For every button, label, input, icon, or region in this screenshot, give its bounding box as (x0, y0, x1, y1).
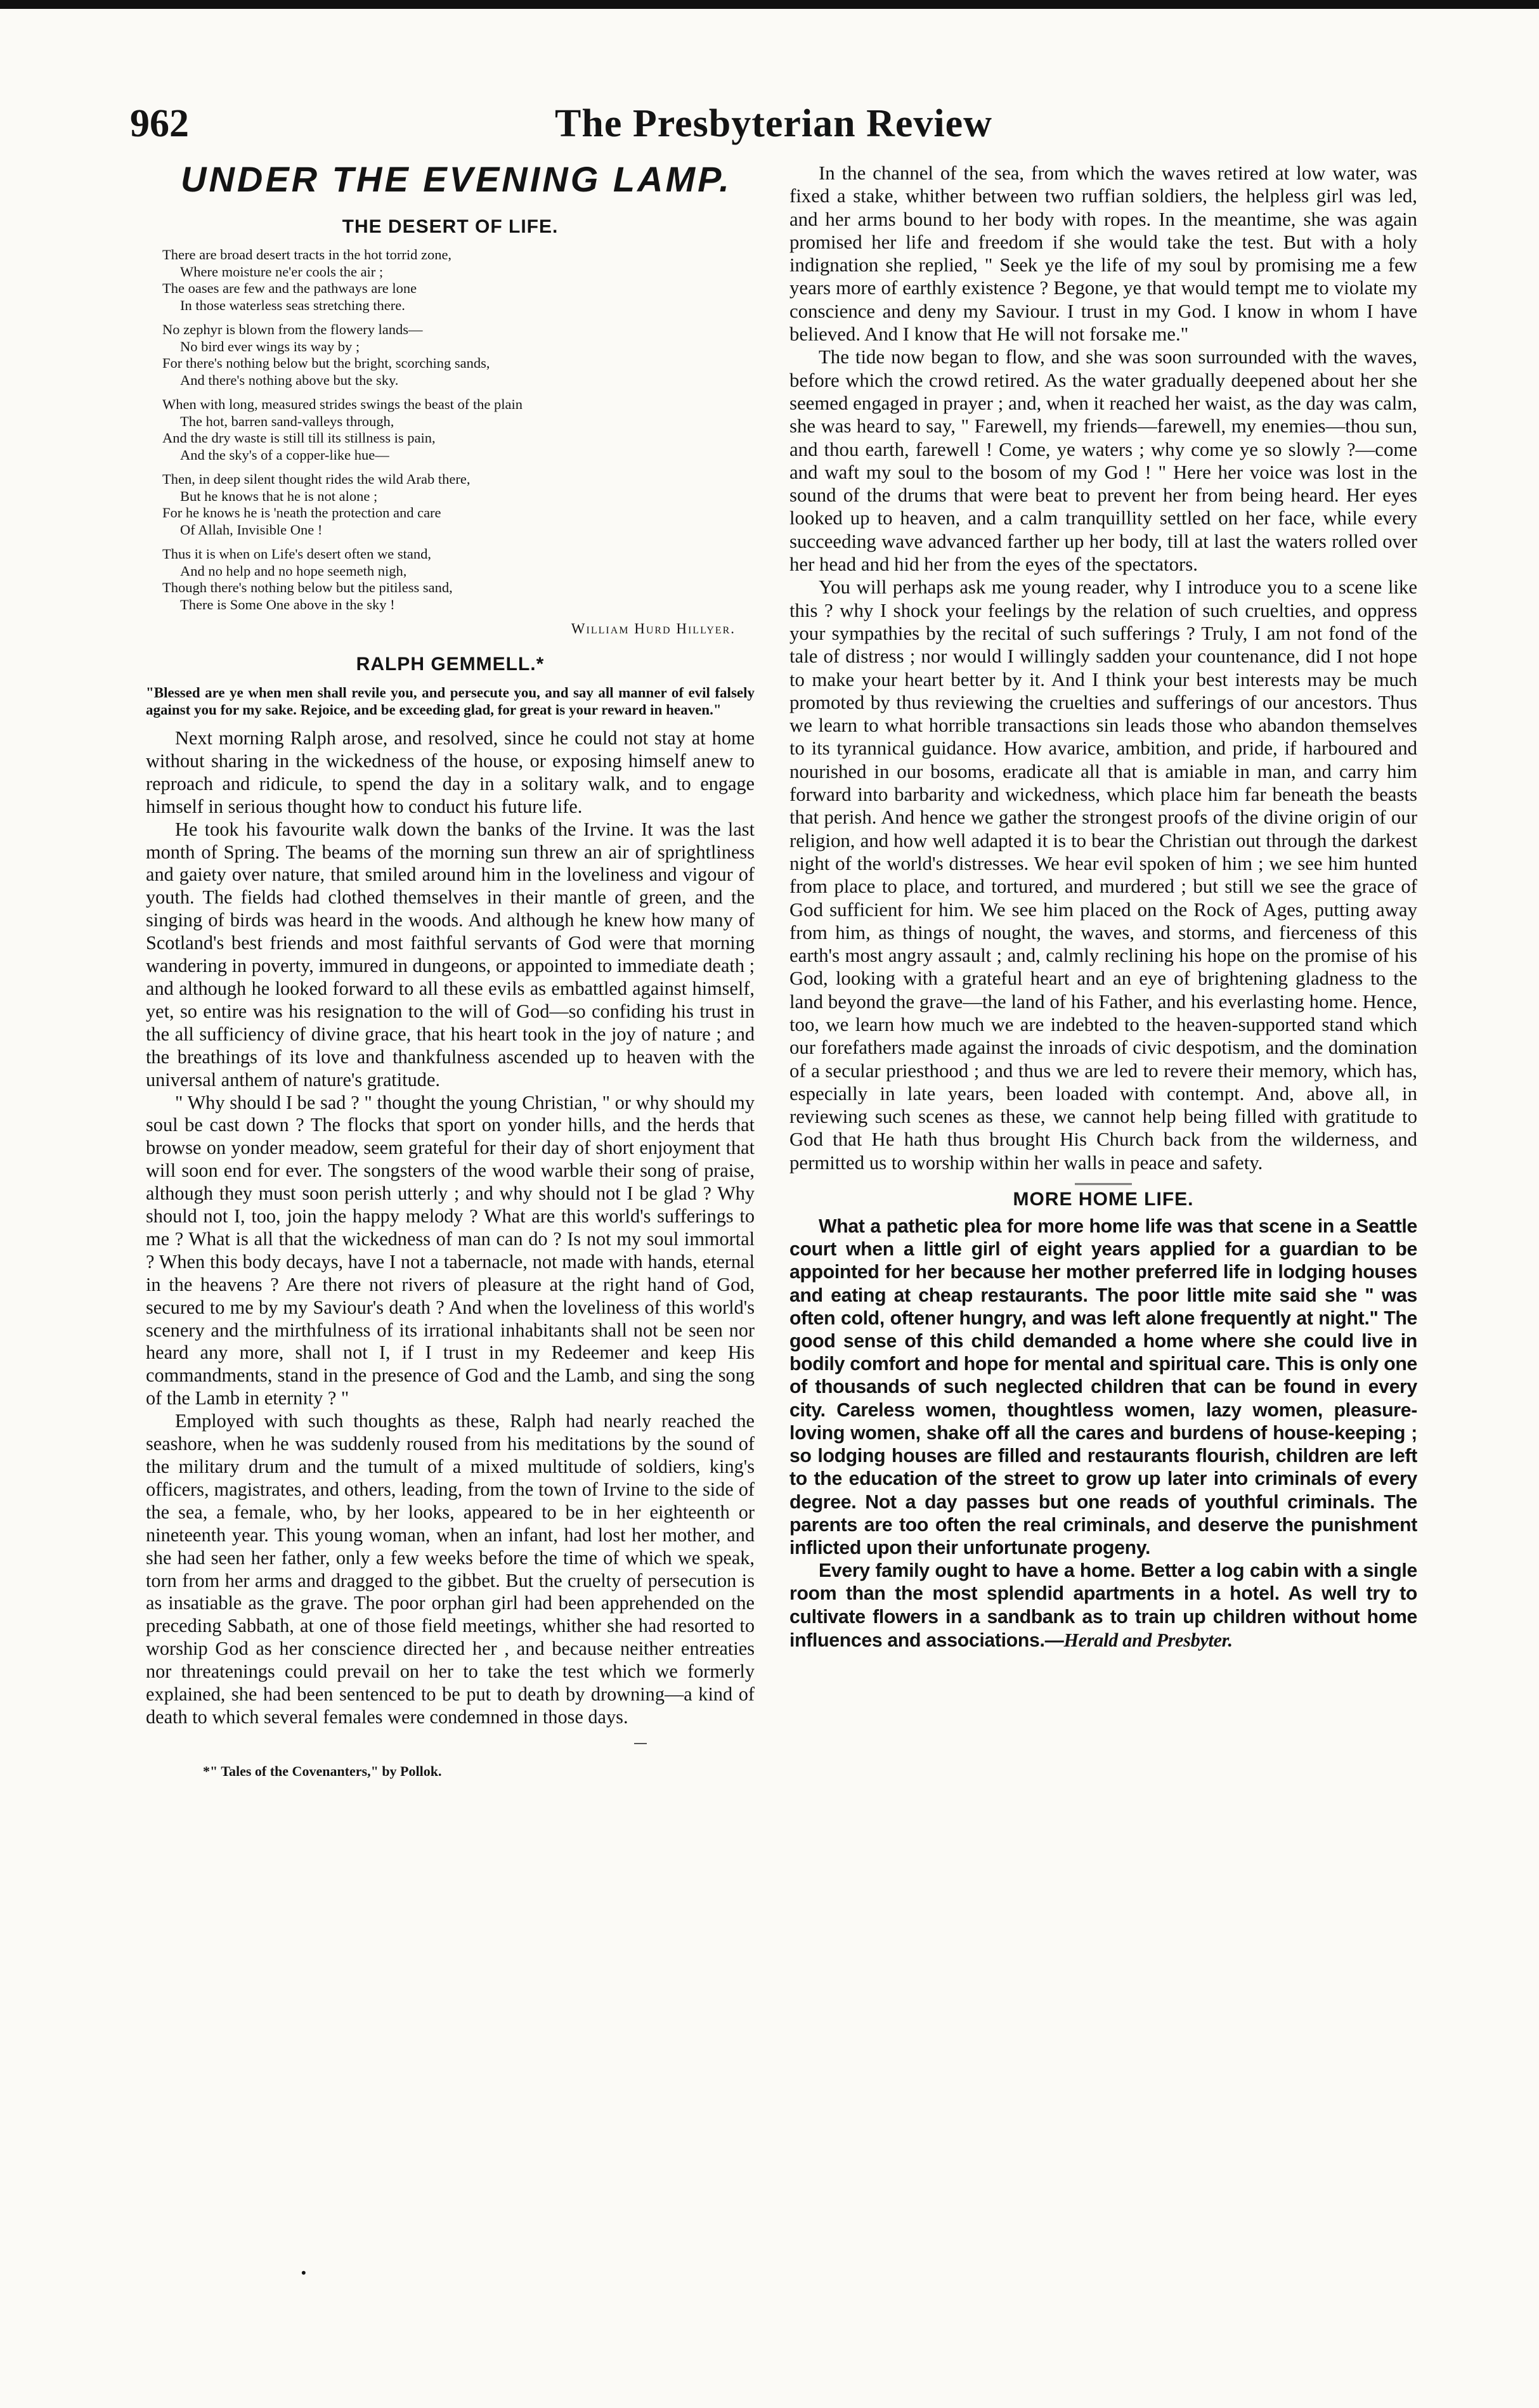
poem-line: There is Some One above in the sky ! (180, 596, 395, 612)
running-head (130, 101, 1436, 159)
story-paragraph: " Why should I be sad ? " thought the young Christian, " or why should my soul be cast down ? The flocks that sport on yonder hills, and the herds that browse on yonder meadow, seem grateful for their day of short enjoyment that will soon end for ever. The songsters of the wood warble their song of praise, although they must soon perish utterly ; and why should not I be glad ? Why should not I, too, join the happy melody ? What are this world's sufferings to me ? What is all that the wickedness of man can do ? Is not my soul immortal ? When this body decays, have I not a tabernacle, not made with hands, eternal in the heavens ? Are there not rivers of pleasure at the right hand of God, secured to me by my Saviour's death ? And when the loveliness of this world's scenery and the mirthfulness of its irrational inhabitants shall not be seen nor heard any more, shall not I, if I trust in my Redeemer and keep His commandments, stand in the presence of God and the Lamb, and sing the song of the Lamb in eternity ? " (146, 1091, 755, 1409)
poem-line: Of Allah, Invisible One ! (180, 521, 323, 538)
poem-stanza (162, 321, 755, 389)
printer-mark: • (301, 2265, 306, 2281)
journal-title: The Presbyterian Review (555, 102, 992, 145)
poem-line: And the dry waste is still till its stillness is pain, (162, 430, 436, 446)
article-body (789, 1215, 1417, 1652)
poem-line: But he knows that he is not alone ; (180, 488, 378, 504)
article-source: Herald and Presbyter. (1063, 1629, 1233, 1651)
left-column (146, 159, 755, 1780)
poem-stanza (162, 247, 755, 314)
article-paragraph: What a pathetic plea for more home life was that scene in a Seattle court when a little girl of eight years applied for a guardian to be appointed for her because her mother preferred life in lodging houses and eating at cheap restaurants. The poor little mite said she " was often cold, oftener hungry, and was left alone frequently at night." The good sense of this child demanded a home where she could live in bodily comfort and hope for mental and spiritual care. This is only one of thousands of such neglected children that can be found in every city. Careless women, thoughtless women, lazy women, pleasure-loving women, shake off all the cares and burdens of house-keeping ; so lodging houses are filled and restaurants flourish, children are left to the education of the street to grow up later into criminals of every degree. Not a day passes but one reads of youthful criminals. The parents are too often the real criminals, and deserve the punishment inflicted upon their unfortunate progeny. (789, 1216, 1417, 1558)
poem-stanza (162, 471, 755, 538)
article-paragraph (789, 1560, 1417, 1652)
poem-line: And no help and no hope seemeth nigh, (180, 562, 407, 579)
article-title: MORE HOME LIFE. (1013, 1189, 1194, 1210)
story-epigraph: "Blessed are ye when men shall revile you, and persecute you, and say all manner of evil falsely against you for my sake. Rejoice, and be exceeding glad, for great is your reward in heaven." (146, 685, 755, 718)
poem-line: No zephyr is blown from the flowery lands— (162, 321, 423, 337)
poem-title: THE DESERT OF LIFE. (342, 216, 559, 237)
poem (162, 247, 755, 613)
footnote: *" Tales of the Covenanters," by Pollok. (203, 1763, 442, 1779)
story-paragraph: You will perhaps ask me young reader, why I introduce you to a scene like this ? why I shock your feelings by the relation of such cruelties, and oppress your sympathies by the recital of such sufferings ? Truly, I am not fond of the tale of distress ; nor would I willingly sadden your countenance, did I not hope to make your heart better by it. And I think your best interests may be much promoted by thus reviewing the cruelties and sufferings of our ancestors. Thus we learn to what horrible transactions sin leads those who abandon themselves to its tyrannical guidance. How avarice, ambition, and pride, if harboured and nourished in our bosoms, eradicate all that is amiable in man, and carry him forward into barbarity and wickedness, which place him far beneath the beasts that perish. And hence we gather the strongest proofs of the divine origin of our religion, and how well adapted it is to bear the Christian out through the darkest night of the world's distresses. We hear evil spoken of him ; we see him hunted from place to place, and tortured, and murdered ; but still we see the grace of God sufficient for him. We see him placed on the Rock of Ages, putting away from him, as things of nought, the waves, and storms, and fierceness of this earth's most angry assault ; and, calmly reclining his hope on the promise of his God, looking with a grateful heart and an eye of brightening gladness to the land beyond the grave—the land of his Father, and his everlasting home. Hence, too, we learn how much we are indebted to the heaven-supported stand which our forefathers made against the inroads of civic despotism, and the domination of a secular priesthood ; and thus we are led to revere their memory, which has, especially in late years, been loaded with contempt. And, above all, in reviewing such scenes as these, we cannot help being filled with gratitude to God that He hath thus brought His Church back from the wilderness, and permitted us to worship within her walls in peace and safety. (789, 576, 1417, 1174)
poem-line: For there's nothing below but the bright, scorching sands, (162, 355, 490, 371)
right-column (789, 162, 1417, 1652)
poem-line: No bird ever wings its way by ; (180, 338, 360, 354)
poem-line: The hot, barren sand-valleys through, (180, 413, 394, 429)
poem-line: When with long, measured strides swings the beast of the plain (162, 396, 523, 412)
poem-line: Thus it is when on Life's desert often we stand, (162, 546, 431, 562)
page-number: 962 (130, 102, 189, 145)
poem-attribution: William Hurd Hillyer. (571, 621, 736, 637)
poem-line: In those waterless seas stretching there. (180, 297, 405, 313)
poem-line: For he knows he is 'neath the protection and care (162, 505, 441, 521)
poem-line: Then, in deep silent thought rides the wild Arab there, (162, 471, 471, 487)
story-body (146, 727, 755, 1729)
story-paragraph: Employed with such thoughts as these, Ralph had nearly reached the seashore, when he was suddenly roused from his meditations by the sound of the military drum and the tumult of a mixed multitude of soldiers, king's officers, magistrates, and others, leading, from the town of Irvine to the side of the sea, a female, who, by her looks, appeared to be in her eighteenth or nineteenth year. This young woman, when an infant, had lost her mother, and she had seen her father, only a few weeks before the time of which we speak, torn from her arms and dragged to the gibbet. But the cruelty of persecution is as insatiable as the grave. The poor orphan girl had been apprehended on the preceding Sabbath, at one of those field meetings, whither she had resorted to worship God as her conscience directed her , and because neither entreaties nor threatenings could prevail on her to take the test which we formerly explained, she had been sentenced to be put to death by drowning—a kind of death to which several females were condemned in those days. (146, 1410, 755, 1728)
poem-line: And the sky's of a copper-like hue— (180, 446, 389, 463)
poem-line: There are broad desert tracts in the hot torrid zone, (162, 247, 452, 262)
story-paragraph: The tide now began to flow, and she was soon surrounded with the waves, before which the crowd retired. As the water gradually deepened about her she seemed engaged in prayer ; and, when it reached her waist, as the day was calm, she was heard to say, " Farewell, my friends—farewell, my enemies—thou sun, and thou earth, farewell ! Come, ye waters ; why come ye so slowly ?—come and waft my soul to the bosom of my God ! " Here her voice was lost in the sound of the drums that were beat to prevent her from being heard. Her eyes looked up to heaven, and a calm tranquillity settled on her face, while every succeeding wave advanced farther up her body, till at last the waters rolled over her head and hid her from the eyes of the spectators. (789, 346, 1417, 576)
section-title: UNDER THE EVENING LAMP. (181, 159, 732, 199)
top-border-rule (0, 0, 1539, 9)
poem-line: The oases are few and the pathways are lone (162, 280, 417, 296)
poem-stanza (162, 546, 755, 613)
story-paragraph: He took his favourite walk down the banks of the Irvine. It was the last month of Spring. The beams of the morning sun threw an air of sprightliness and gaiety over nature, that smiled around him in the loveliness and vigour of youth. The fields had clothed themselves in their mantle of green, and the singing of birds was heard in the woods. And although he knew how many of Scotland's best friends and most faithful servants of God were that morning wandering in poverty, immured in dungeons, or appointed to immediate death ; and although he looked forward to all these evils as embattled against himself, yet, so entire was his resignation to the will of God—so confiding his trust in the all sufficiency of divine grace, that his heart took in the joy of nature ; and the breathings of its love and thankfulness ascended up to heaven with the universal anthem of nature's gratitude. (146, 818, 755, 1091)
story-paragraph: Next morning Ralph arose, and resolved, since he could not stay at home without sharing in the wickedness of the house, or exposing himself anew to reproach and ridicule, to spend the day in a solitary walk, and to engage himself in serious thought how to conduct his future life. (146, 727, 755, 817)
poem-line: And there's nothing above but the sky. (180, 372, 399, 388)
story-continuation (789, 162, 1417, 1174)
article-paragraph-text: Every family ought to have a home. Better a log cabin with a single room than the most splendid apartments in a hotel. As well try to cultivate flowers in a sandbank as to train up children without home influences and associations.— (789, 1560, 1417, 1651)
footnote-divider (634, 1743, 647, 1744)
poem-stanza (162, 396, 755, 463)
poem-line: Where moisture ne'er cools the air ; (180, 263, 384, 280)
story-title: RALPH GEMMELL.* (356, 654, 545, 675)
poem-line: Though there's nothing below but the pitiless sand, (162, 579, 453, 595)
article-divider (1075, 1183, 1132, 1185)
story-paragraph: In the channel of the sea, from which the waves retired at low water, was fixed a stake, whither between two ruffian soldiers, the helpless girl was led, and her arms bound to her body with ropes. In the meantime, she was again promised her life and freedom if she would take the test. But with a holy indignation she replied, " Seek ye the life of my soul by promising me a few years more of earthly existence ? Begone, ye that would tempt me to violate my conscience and deny my Saviour. I trust in my God. I know in whom I have believed. And I know that He will not forsake me." (789, 162, 1417, 346)
